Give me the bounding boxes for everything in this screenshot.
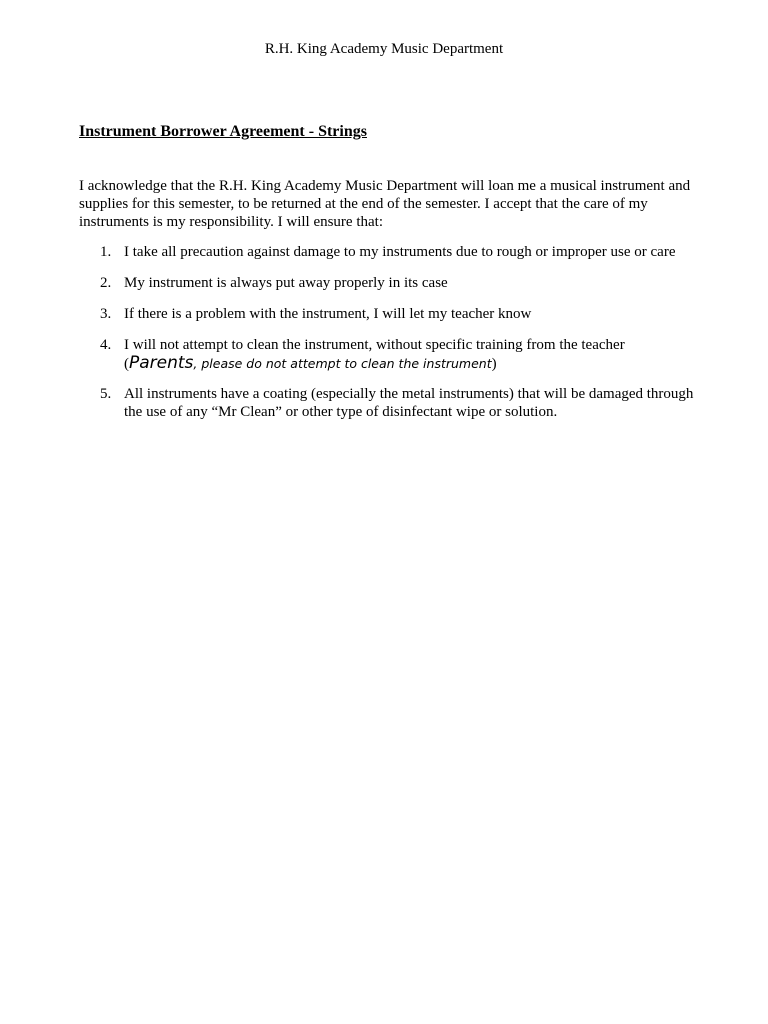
list-item-number: 5. — [100, 386, 112, 402]
list-item-text: I take all precaution against damage to my instruments due to rough or improper use or care — [124, 244, 676, 260]
list-item — [79, 336, 704, 373]
list-item — [79, 385, 704, 421]
parents-note-line — [124, 354, 704, 373]
paren-open: ( — [124, 356, 129, 372]
paren-close: ) — [491, 356, 497, 372]
list-item — [79, 305, 704, 323]
page-header: R.H. King Academy Music Department — [264, 41, 504, 57]
list-item-text: My instrument is always put away properly in its case — [124, 275, 448, 291]
list-item — [79, 274, 704, 292]
list-item-text: I will not attempt to clean the instrument, without specific training from the teacher — [124, 337, 625, 353]
list-item-number: 3. — [100, 306, 112, 322]
list-item-number: 1. — [100, 244, 112, 260]
document-title: Instrument Borrower Agreement - Strings — [79, 123, 367, 140]
agreement-list — [79, 243, 704, 434]
intro-paragraph — [79, 177, 699, 231]
parents-note: , please do not attempt to clean the instrument — [193, 356, 492, 371]
list-item-number: 2. — [100, 275, 112, 291]
list-item — [79, 243, 704, 261]
list-item-text: All instruments have a coating (especially the metal instruments) that will be damaged through the use of any “Mr Clean” or other type of disinfectant wipe or solution. — [124, 386, 694, 420]
list-item-text: If there is a problem with the instrument, I will let my teacher know — [124, 306, 532, 322]
intro-text: I acknowledge that the R.H. King Academy Music Department will loan me a musical instrument and supplies for this semester, to be returned at the end of the semester. I accept that the care of my instruments is my responsibility. I will ensure that: — [79, 178, 691, 230]
parents-label: Parents — [129, 353, 194, 373]
list-item-number: 4. — [100, 337, 112, 353]
